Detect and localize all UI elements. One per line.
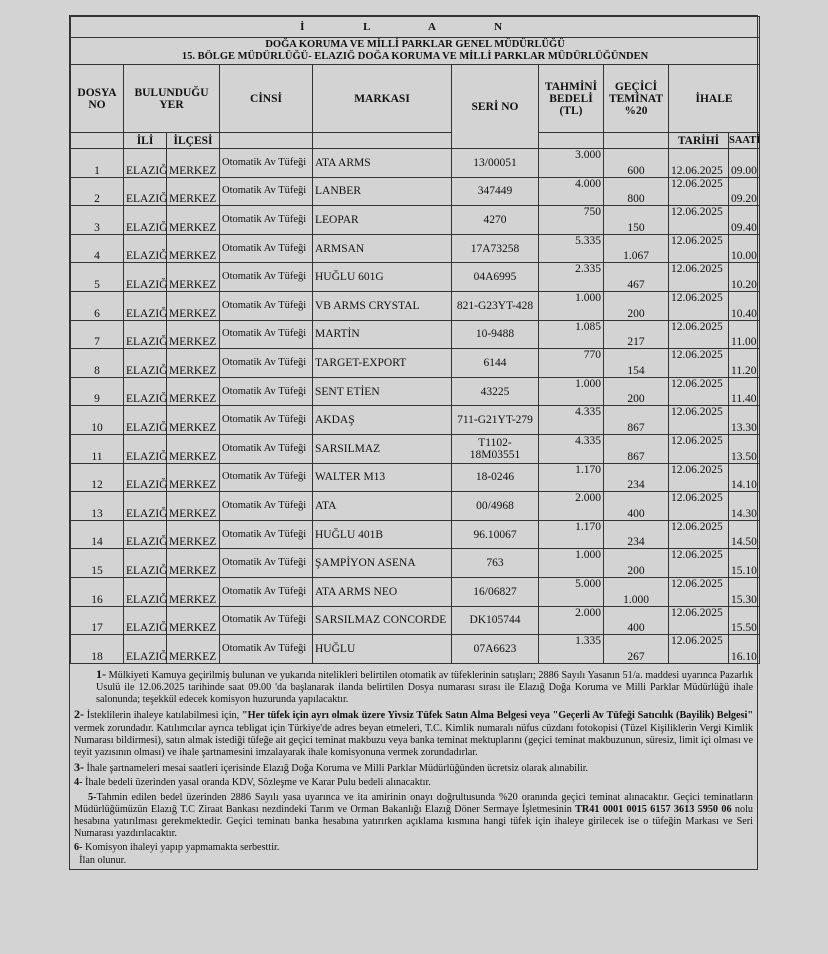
cell-dosya-no: 5 (71, 263, 124, 292)
header-ili: İLİ (124, 133, 167, 149)
header-tarihi: TARİHİ (669, 133, 729, 149)
cell-seri-no: 96.10067 (452, 520, 539, 549)
cell-dosya-no: 16 (71, 577, 124, 606)
cell-ihale-saati: 11.00 (729, 320, 760, 349)
cell-cinsi: Otomatik Av Tüfeği (220, 291, 313, 320)
cell-ihale-saati: 15.10 (729, 549, 760, 578)
cell-il: ELAZIĞ (124, 492, 167, 521)
cell-tahmini-bedel: 1.000 (539, 291, 604, 320)
cell-ihale-saati: 09.20 (729, 177, 760, 206)
closing-text: İlan olunur. (79, 854, 127, 866)
cell-il: ELAZIĞ (124, 291, 167, 320)
cell-il: ELAZIĞ (124, 149, 167, 178)
cell-il: ELAZIĞ (124, 320, 167, 349)
cell-ihale-saati: 16.10 (729, 635, 760, 664)
cell-dosya-no: 7 (71, 320, 124, 349)
cell-tahmini-bedel: 750 (539, 206, 604, 235)
header-ihale: İHALE (669, 65, 760, 133)
cell-markasi: VB ARMS CRYSTAL (313, 291, 452, 320)
cell-il: ELAZIĞ (124, 549, 167, 578)
table-row (71, 463, 760, 492)
header-seri: SERİ NO (452, 65, 539, 149)
cell-tahmini-bedel: 1.085 (539, 320, 604, 349)
cell-cinsi: Otomatik Av Tüfeği (220, 406, 313, 435)
cell-markasi: WALTER M13 (313, 463, 452, 492)
cell-il: ELAZIĞ (124, 234, 167, 263)
sub-empty (71, 133, 124, 149)
cell-cinsi: Otomatik Av Tüfeği (220, 549, 313, 578)
cell-dosya-no: 1 (71, 149, 124, 178)
note-1: 1- Mülkiyeti Kamuya geçirilmiş bulunan ve yukarıda nitelikleri belirtilen otomatik av tüfeklerinin satışları; 2886 Sayılı Yasanın 51/a. maddesi uyarınca Pazarlık Usulü ile 12.06.2025 tarihinde saat 09.00 'da başlanarak ilanda belirtilen Dosya numarası sırası ile Elazığ Doğa Koruma ve Milli Parklar Müdürlüğü ihale salonunda; teşekkül edecek komisyon huzurunda yapılacaktır. (96, 666, 754, 706)
cell-tahmini-bedel: 3.000 (539, 149, 604, 178)
cell-tahmini-bedel: 1.000 (539, 377, 604, 406)
cell-dosya-no: 9 (71, 377, 124, 406)
cell-markasi: TARGET-EXPORT (313, 349, 452, 378)
cell-markasi: HUĞLU (313, 635, 452, 664)
cell-il: ELAZIĞ (124, 520, 167, 549)
cell-ilce: MERKEZ (167, 234, 220, 263)
cell-cinsi: Otomatik Av Tüfeği (220, 320, 313, 349)
table-row (71, 291, 760, 320)
cell-ilce: MERKEZ (167, 520, 220, 549)
cell-il: ELAZIĞ (124, 263, 167, 292)
table-row (71, 434, 760, 463)
cell-cinsi: Otomatik Av Tüfeği (220, 492, 313, 521)
cell-seri-no: 04A6995 (452, 263, 539, 292)
cell-seri-no: 13/00051 (452, 149, 539, 178)
cell-seri-no: 10-9488 (452, 320, 539, 349)
cell-cinsi: Otomatik Av Tüfeği (220, 206, 313, 235)
cell-il: ELAZIĞ (124, 206, 167, 235)
cell-tahmini-bedel: 1.170 (539, 463, 604, 492)
cell-gecici-teminat: 150 (604, 206, 669, 235)
cell-ilce: MERKEZ (167, 635, 220, 664)
cell-ihale-saati: 09.40 (729, 206, 760, 235)
cell-ihale-saati: 10.20 (729, 263, 760, 292)
cell-tahmini-bedel: 1.335 (539, 635, 604, 664)
table-row (71, 549, 760, 578)
cell-ihale-saati: 10.00 (729, 234, 760, 263)
cell-seri-no: 6144 (452, 349, 539, 378)
cell-ihale-saati: 13.50 (729, 434, 760, 463)
cell-ihale-tarihi: 12.06.2025 (669, 520, 729, 549)
cell-gecici-teminat: 200 (604, 377, 669, 406)
cell-seri-no: 07A6623 (452, 635, 539, 664)
document-title: İ L A N (71, 17, 760, 38)
cell-dosya-no: 3 (71, 206, 124, 235)
header-dosya: DOSYA NO (71, 65, 124, 133)
cell-tahmini-bedel: 770 (539, 349, 604, 378)
cell-ilce: MERKEZ (167, 492, 220, 521)
table-row (71, 263, 760, 292)
cell-ihale-saati: 15.50 (729, 606, 760, 635)
cell-ihale-tarihi: 12.06.2025 (669, 234, 729, 263)
cell-gecici-teminat: 867 (604, 406, 669, 435)
cell-seri-no: 347449 (452, 177, 539, 206)
cell-dosya-no: 2 (71, 177, 124, 206)
cell-markasi: ATA (313, 492, 452, 521)
cell-markasi: SARSILMAZ CONCORDE (313, 606, 452, 635)
cell-seri-no: 43225 (452, 377, 539, 406)
cell-seri-no: 16/06827 (452, 577, 539, 606)
cell-seri-no: 711-G21YT-279 (452, 406, 539, 435)
cell-tahmini-bedel: 4.000 (539, 177, 604, 206)
cell-il: ELAZIĞ (124, 434, 167, 463)
cell-ihale-tarihi: 12.06.2025 (669, 206, 729, 235)
cell-ihale-saati: 14.10 (729, 463, 760, 492)
cell-ihale-saati: 09.00 (729, 149, 760, 178)
cell-ihale-tarihi: 12.06.2025 (669, 149, 729, 178)
header-markasi: MARKASI (313, 65, 452, 133)
cell-gecici-teminat: 200 (604, 291, 669, 320)
cell-il: ELAZIĞ (124, 606, 167, 635)
cell-il: ELAZIĞ (124, 406, 167, 435)
cell-gecici-teminat: 400 (604, 492, 669, 521)
note-5: 5-Tahmin edilen bedel üzerinden 2886 Sayılı yasa uyarınca ve ita amirinin onayı doğrultusunda %20 oranında geçici teminat alınacaktır. Geçici teminatların Müdürlüğümüzün Elazığ T.C Ziraat Bankası nezdindeki Tarım ve Orman Bakanlığı Elazığ Döner Sermaye İşletmesinin TR41 0001 0015 6157 3613 5950 06 nolu hesabına yatırılması gerekmektedir. Geçici teminatı banka hesabına yatırırken açıklama kısmına hangi tüfek için ihaleye girilecek ise o tüfeğin Markası ve Seri Numarası yazdırılacaktır. (74, 791, 753, 840)
cell-il: ELAZIĞ (124, 177, 167, 206)
cell-ihale-tarihi: 12.06.2025 (669, 349, 729, 378)
table-row (71, 635, 760, 664)
cell-ilce: MERKEZ (167, 463, 220, 492)
cell-gecici-teminat: 867 (604, 434, 669, 463)
table-row (71, 606, 760, 635)
table-row (71, 520, 760, 549)
auction-table (70, 16, 760, 664)
note-3: 3- İhale şartnameleri mesai saatleri içerisinde Elazığ Doğa Koruma ve Milli Parklar Müdürlüğünden ücretsiz olarak alınabilir. (74, 760, 589, 775)
cell-ihale-tarihi: 12.06.2025 (669, 320, 729, 349)
cell-tahmini-bedel: 5.335 (539, 234, 604, 263)
cell-ilce: MERKEZ (167, 606, 220, 635)
cell-gecici-teminat: 267 (604, 635, 669, 664)
cell-cinsi: Otomatik Av Tüfeği (220, 577, 313, 606)
note-2: 2- İsteklilerin ihaleye katılabilmesi için, "Her tüfek için ayrı olmak üzere Yivsiz Tüfek Satın Alma Belgesi veya "Geçerli Av Tüfeği Satıcılık (Bayilik) Belgesi" vermek zorundadır. Katılımcılar ayrıca tebligat için Türkiye'de adres beyan etmeleri, T.C. Kimlik numaralı nüfus cüzdanı fotokopisi (Tüzel Kişiliklerin Vergi Kimlik Numarası bildirmesi), satın almak istediği tüfeğe ait geçici teminat makbuzu veya banka teminat mektuplarını (geçici teminat makbuzunun, süresiz, limit içi olması ve teyit yazısının olması) ve ihale şartnamesini imzalayarak ihale komisyonuna vermek zorundadırlar. (74, 707, 753, 758)
cell-ihale-tarihi: 12.06.2025 (669, 492, 729, 521)
cell-il: ELAZIĞ (124, 463, 167, 492)
cell-ihale-tarihi: 12.06.2025 (669, 406, 729, 435)
cell-ihale-saati: 11.20 (729, 349, 760, 378)
cell-dosya-no: 6 (71, 291, 124, 320)
cell-markasi: LEOPAR (313, 206, 452, 235)
cell-ihale-tarihi: 12.06.2025 (669, 635, 729, 664)
cell-seri-no: T1102-18M03551 (452, 434, 539, 463)
cell-cinsi: Otomatik Av Tüfeği (220, 349, 313, 378)
cell-gecici-teminat: 217 (604, 320, 669, 349)
cell-dosya-no: 11 (71, 434, 124, 463)
cell-cinsi: Otomatik Av Tüfeği (220, 149, 313, 178)
cell-markasi: AKDAŞ (313, 406, 452, 435)
cell-seri-no: 763 (452, 549, 539, 578)
cell-gecici-teminat: 467 (604, 263, 669, 292)
cell-ilce: MERKEZ (167, 291, 220, 320)
cell-cinsi: Otomatik Av Tüfeği (220, 520, 313, 549)
cell-ilce: MERKEZ (167, 320, 220, 349)
cell-ilce: MERKEZ (167, 177, 220, 206)
cell-dosya-no: 13 (71, 492, 124, 521)
cell-gecici-teminat: 1.067 (604, 234, 669, 263)
cell-ihale-saati: 15.30 (729, 577, 760, 606)
cell-ilce: MERKEZ (167, 406, 220, 435)
table-row (71, 149, 760, 178)
cell-cinsi: Otomatik Av Tüfeği (220, 377, 313, 406)
cell-il: ELAZIĞ (124, 635, 167, 664)
cell-seri-no: 821-G23YT-428 (452, 291, 539, 320)
cell-dosya-no: 12 (71, 463, 124, 492)
header-teminat: GEÇİCİ TEMİNAT %20 (604, 65, 669, 133)
cell-ihale-tarihi: 12.06.2025 (669, 177, 729, 206)
table-row (71, 349, 760, 378)
cell-ihale-saati: 13.30 (729, 406, 760, 435)
cell-markasi: ATA ARMS NEO (313, 577, 452, 606)
cell-cinsi: Otomatik Av Tüfeği (220, 234, 313, 263)
cell-seri-no: 18-0246 (452, 463, 539, 492)
cell-il: ELAZIĞ (124, 577, 167, 606)
cell-dosya-no: 8 (71, 349, 124, 378)
cell-seri-no: 17A73258 (452, 234, 539, 263)
cell-ihale-saati: 10.40 (729, 291, 760, 320)
cell-tahmini-bedel: 2.000 (539, 606, 604, 635)
cell-tahmini-bedel: 2.335 (539, 263, 604, 292)
cell-ilce: MERKEZ (167, 577, 220, 606)
cell-il: ELAZIĞ (124, 377, 167, 406)
cell-ihale-tarihi: 12.06.2025 (669, 434, 729, 463)
cell-gecici-teminat: 600 (604, 149, 669, 178)
cell-gecici-teminat: 200 (604, 549, 669, 578)
header-yer: BULUNDUĞU YER (124, 65, 220, 133)
cell-gecici-teminat: 154 (604, 349, 669, 378)
cell-cinsi: Otomatik Av Tüfeği (220, 177, 313, 206)
table-row (71, 320, 760, 349)
agency-line-1: DOĞA KORUMA VE MİLLİ PARKLAR GENEL MÜDÜRLÜĞÜ (265, 39, 565, 50)
cell-ilce: MERKEZ (167, 349, 220, 378)
note-6: 6- Komisyon ihaleyi yapıp yapmamakta serbesttir. İlan olunur. (74, 842, 280, 866)
cell-ihale-saati: 11.40 (729, 377, 760, 406)
cell-tahmini-bedel: 1.000 (539, 549, 604, 578)
cell-dosya-no: 10 (71, 406, 124, 435)
cell-markasi: ARMSAN (313, 234, 452, 263)
cell-markasi: HUĞLU 401B (313, 520, 452, 549)
cell-il: ELAZIĞ (124, 349, 167, 378)
cell-cinsi: Otomatik Av Tüfeği (220, 463, 313, 492)
announcement-document (69, 15, 761, 870)
cell-dosya-no: 15 (71, 549, 124, 578)
cell-ilce: MERKEZ (167, 434, 220, 463)
cell-markasi: SARSILMAZ (313, 434, 452, 463)
cell-ihale-tarihi: 12.06.2025 (669, 463, 729, 492)
header-saati: SAATİ (729, 133, 760, 149)
cell-tahmini-bedel: 5.000 (539, 577, 604, 606)
cell-seri-no: 00/4968 (452, 492, 539, 521)
cell-tahmini-bedel: 1.170 (539, 520, 604, 549)
cell-tahmini-bedel: 4.335 (539, 406, 604, 435)
note-4: 4- İhale bedeli üzerinden yasal oranda KDV, Sözleşme ve Karar Pulu bedeli alınacaktır. (74, 777, 431, 789)
table-row (71, 206, 760, 235)
table-row (71, 177, 760, 206)
cell-ihale-tarihi: 12.06.2025 (669, 606, 729, 635)
notes-section (70, 664, 757, 867)
cell-ihale-tarihi: 12.06.2025 (669, 577, 729, 606)
cell-ihale-tarihi: 12.06.2025 (669, 549, 729, 578)
cell-gecici-teminat: 234 (604, 463, 669, 492)
cell-dosya-no: 14 (71, 520, 124, 549)
cell-gecici-teminat: 400 (604, 606, 669, 635)
cell-ihale-saati: 14.30 (729, 492, 760, 521)
cell-dosya-no: 17 (71, 606, 124, 635)
cell-seri-no: DK105744 (452, 606, 539, 635)
table-row (71, 234, 760, 263)
cell-dosya-no: 18 (71, 635, 124, 664)
agency-heading (71, 38, 760, 65)
cell-tahmini-bedel: 2.000 (539, 492, 604, 521)
header-bedel: TAHMİNİ BEDELİ (TL) (539, 65, 604, 133)
cell-dosya-no: 4 (71, 234, 124, 263)
table-row (71, 377, 760, 406)
cell-gecici-teminat: 800 (604, 177, 669, 206)
cell-gecici-teminat: 234 (604, 520, 669, 549)
cell-markasi: LANBER (313, 177, 452, 206)
cell-ilce: MERKEZ (167, 263, 220, 292)
table-row (71, 406, 760, 435)
table-row (71, 577, 760, 606)
cell-cinsi: Otomatik Av Tüfeği (220, 606, 313, 635)
cell-ihale-tarihi: 12.06.2025 (669, 291, 729, 320)
header-cinsi: CİNSİ (220, 65, 313, 133)
cell-markasi: ŞAMPİYON ASENA (313, 549, 452, 578)
cell-ilce: MERKEZ (167, 149, 220, 178)
cell-seri-no: 4270 (452, 206, 539, 235)
agency-line-2: 15. BÖLGE MÜDÜRLÜĞÜ- ELAZIĞ DOĞA KORUMA VE MİLLİ PARKLAR MÜDÜRLÜĞÜNDEN (181, 51, 649, 62)
cell-cinsi: Otomatik Av Tüfeği (220, 434, 313, 463)
cell-markasi: MARTİN (313, 320, 452, 349)
table-row (71, 492, 760, 521)
cell-ihale-tarihi: 12.06.2025 (669, 263, 729, 292)
cell-ilce: MERKEZ (167, 206, 220, 235)
cell-markasi: SENT ETİEN (313, 377, 452, 406)
cell-ihale-tarihi: 12.06.2025 (669, 377, 729, 406)
cell-markasi: HUĞLU 601G (313, 263, 452, 292)
cell-markasi: ATA ARMS (313, 149, 452, 178)
cell-cinsi: Otomatik Av Tüfeği (220, 263, 313, 292)
cell-cinsi: Otomatik Av Tüfeği (220, 635, 313, 664)
header-ilcesi: İLÇESİ (167, 133, 220, 149)
cell-ihale-saati: 14.50 (729, 520, 760, 549)
cell-gecici-teminat: 1.000 (604, 577, 669, 606)
cell-tahmini-bedel: 4.335 (539, 434, 604, 463)
cell-ilce: MERKEZ (167, 549, 220, 578)
cell-ilce: MERKEZ (167, 377, 220, 406)
